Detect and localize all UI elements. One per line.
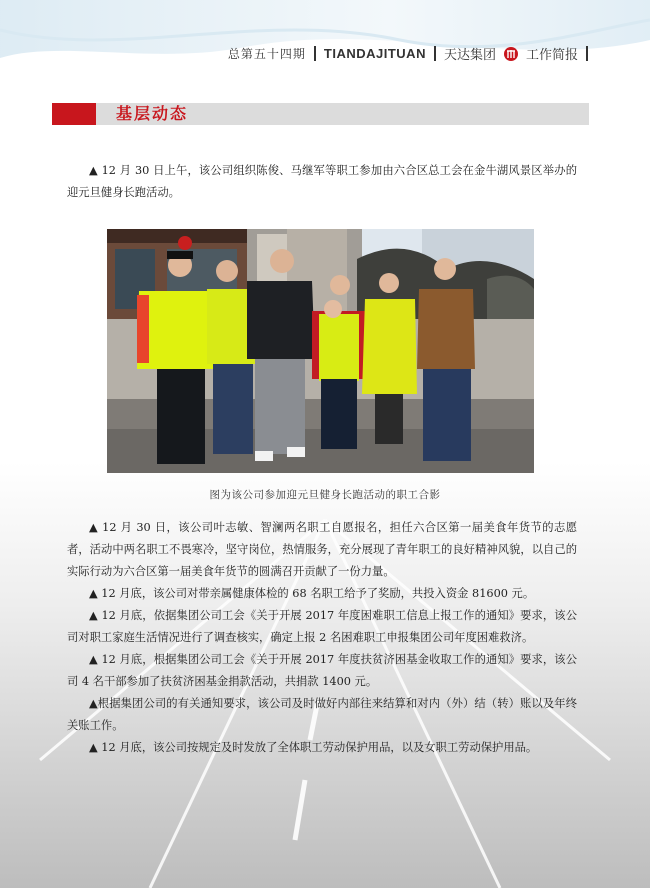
news-item: ▲ 12 月 30 日，该公司叶志敏、智澜两名职工自愿报名，担任六合区第一届美食年货节的志愿者，活动中两名职工不畏寒冷，坚守岗位，热情服务，充分展现了青年职工的良好精神风貌，以自己的实际行动为六合区第一届美食年货节的圆满召开贡献了一份力量。 — [67, 521, 577, 578]
brand-name: TIANDAJITUAN — [323, 46, 426, 61]
news-item: ▲ 12 月底，依据集团公司工会《关于开展 2017 年度困难职工信息上报工作的通知》要求，该公司对职工家庭生活情况进行了调查核实，确定上报 2 名困难职工申报集团公司年度困难救济。 — [67, 609, 577, 644]
header-divider — [434, 46, 436, 61]
issue-number: 总第五十四期 — [227, 47, 306, 61]
news-item: ▲ 12 月底，根据集团公司工会《关于开展 2017 年度扶贫济困基金收取工作的通知》要求，该公司 4 名干部参加了扶贫济困基金捐款活动，共捐款 1400 元。 — [67, 653, 577, 688]
page-header — [0, 0, 650, 80]
photo-caption: 图为该公司参加迎元旦健身长跑活动的职工合影 — [209, 489, 441, 501]
group-name: 天达集团 — [443, 48, 496, 63]
news-item: ▲根据集团公司的有关通知要求，该公司及时做好内部往来结算和对内（外）结（转）账以及年终关账工作。 — [67, 697, 577, 732]
bulletin-name: 工作简报 — [525, 48, 578, 63]
section-header — [52, 103, 589, 125]
news-item: ▲ 12 月底，该公司对带亲属健康体检的 68 名职工给予了奖励，共投入资金 81600 元。 — [89, 587, 535, 600]
header-text — [228, 44, 588, 63]
news-item: ▲ 12 月底，该公司按规定及时发放了全体职工劳动保护用品，以及女职工劳动保护用品。 — [89, 741, 538, 754]
section-accent — [52, 103, 96, 125]
company-logo-icon — [504, 47, 518, 61]
header-divider — [314, 46, 316, 61]
group-photo — [107, 229, 534, 473]
section-title: 基层动态 — [116, 104, 189, 123]
header-divider — [586, 46, 588, 61]
intro-paragraph: ▲ 12 月 30 日上午，该公司组织陈俊、马继军等职工参加由六合区总工会在金牛湖风景区举办的迎元旦健身长跑活动。 — [67, 164, 577, 199]
